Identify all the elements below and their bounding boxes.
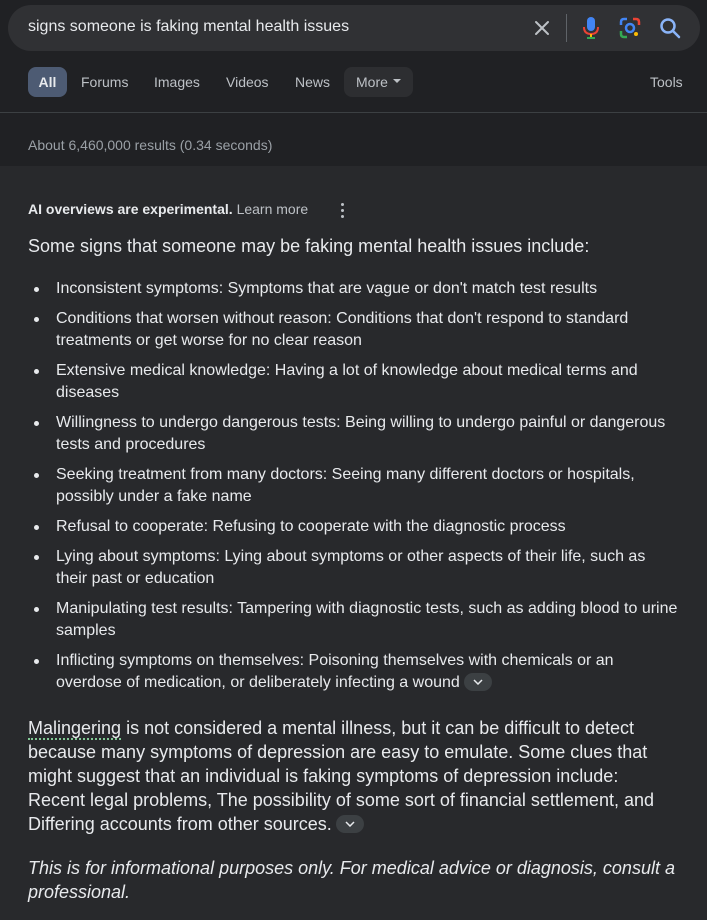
chevron-down-icon[interactable]: [464, 673, 492, 691]
ai-overview-header: [28, 201, 308, 217]
mic-icon[interactable]: [579, 16, 603, 40]
tab-more-label: More: [356, 74, 388, 90]
list-item: Lying about symptoms: Lying about symptoms or other aspects of their life, such as their past or education: [28, 546, 678, 590]
search-icon[interactable]: [658, 16, 682, 40]
caret-down-icon: [393, 79, 401, 83]
list-item-text: Inflicting symptoms on themselves: Poisoning themselves with chemicals or an overdose of medication, or deliberately infecting a wound: [56, 652, 614, 691]
chevron-down-icon[interactable]: [336, 815, 364, 833]
tab-news[interactable]: News: [295, 74, 331, 90]
search-input[interactable]: signs someone is faking mental health issues: [28, 18, 350, 35]
list-item: [28, 650, 678, 694]
ai-overview-intro: Some signs that someone may be faking mental health issues include:: [28, 236, 590, 256]
list-item: Inconsistent symptoms: Symptoms that are vague or don't match test results: [28, 278, 678, 300]
list-item: Refusal to cooperate: Refusing to cooperate with the diagnostic process: [28, 516, 678, 538]
list-item: Manipulating test results: Tampering with diagnostic tests, such as adding blood to urine samples: [28, 598, 678, 642]
more-options-icon[interactable]: [336, 201, 348, 219]
lens-icon[interactable]: [618, 16, 642, 40]
search-bar-divider: [566, 14, 567, 42]
list-item: Extensive medical knowledge: Having a lot of knowledge about medical terms and diseases: [28, 360, 678, 404]
paragraph-text: is not considered a mental illness, but it can be difficult to detect because many symptoms of depression are easy to emulate. Some clues that might suggest that an individual is faking symptoms of depression include: Recent legal problems, The possibility of some sort of financial settlement, and Differing accounts from other sources.: [28, 718, 654, 834]
ai-overview-panel: [0, 166, 707, 920]
tools-button[interactable]: Tools: [650, 74, 683, 90]
tab-images[interactable]: Images: [154, 74, 200, 90]
search-tabs: [0, 67, 707, 97]
malingering-term[interactable]: Malingering: [28, 718, 122, 738]
tabs-divider: [0, 112, 707, 113]
list-item: Willingness to undergo dangerous tests: Being willing to undergo painful or dangerous tests and procedures: [28, 412, 678, 456]
ai-overview-paragraph: [28, 716, 678, 836]
tab-videos[interactable]: Videos: [226, 74, 269, 90]
ai-overview-disclaimer: This is for informational purposes only. For medical advice or diagnosis, consult a professional.: [28, 858, 675, 902]
close-icon[interactable]: [530, 16, 554, 40]
learn-more-link[interactable]: Learn more: [236, 201, 309, 217]
list-item: Seeking treatment from many doctors: Seeing many different doctors or hospitals, possibly under a fake name: [28, 464, 678, 508]
ai-overview-bullets: [28, 278, 678, 702]
result-stats: About 6,460,000 results (0.34 seconds): [28, 137, 273, 153]
tab-forums[interactable]: Forums: [81, 74, 129, 90]
tab-all[interactable]: All: [28, 67, 67, 97]
ai-overview-notice: AI overviews are experimental.: [28, 201, 233, 217]
tab-more[interactable]: [344, 67, 413, 97]
search-bar[interactable]: [8, 5, 700, 51]
list-item: Conditions that worsen without reason: Conditions that don't respond to standard treatments or get worse for no clear reason: [28, 308, 678, 352]
